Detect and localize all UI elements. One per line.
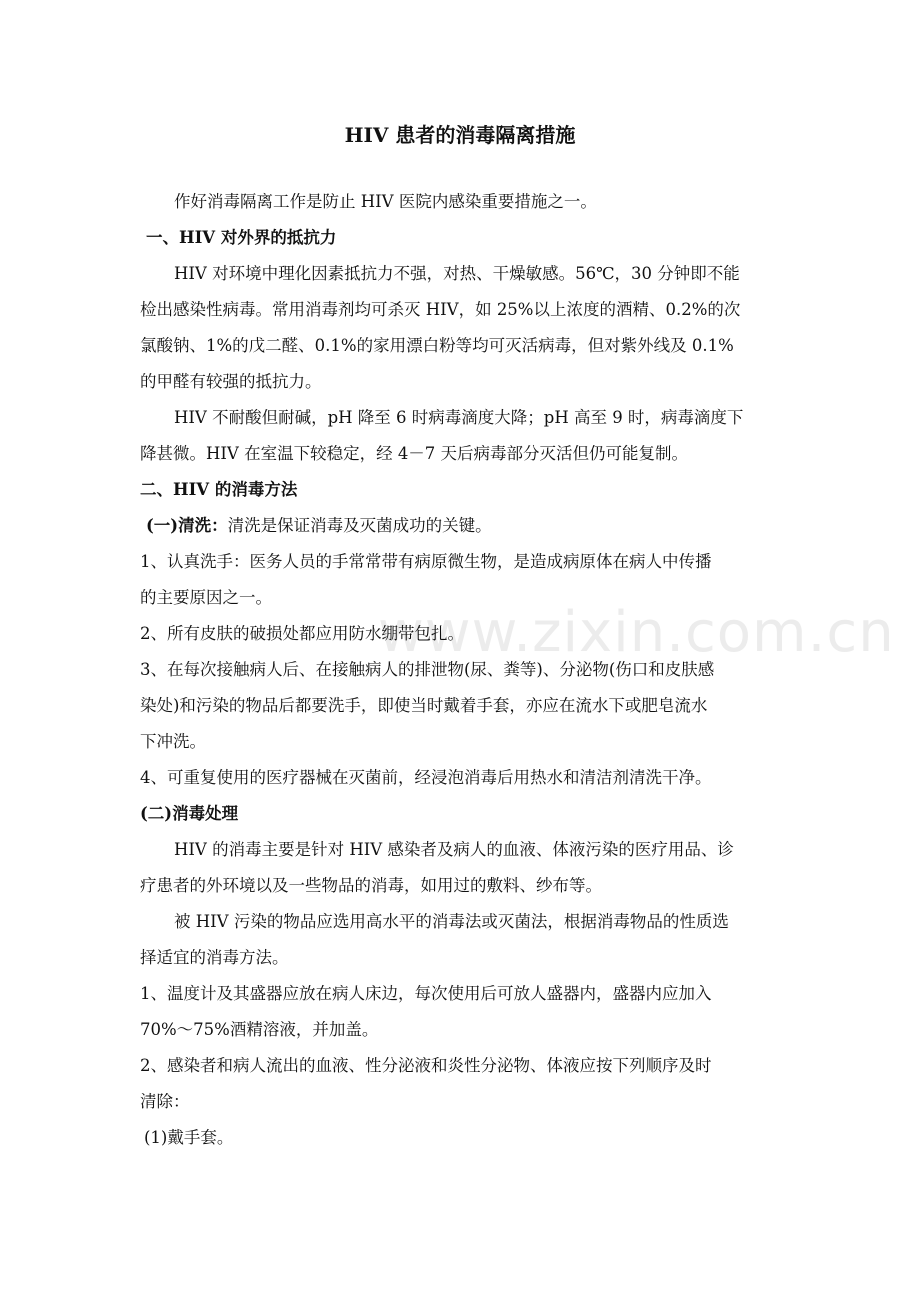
paragraph-line: 下冲洗。 — [140, 732, 206, 751]
document-body — [140, 184, 780, 1156]
subsection-heading: (二)消毒处理 — [140, 804, 239, 823]
list-item: (1)戴手套。 — [144, 1128, 234, 1147]
intro-paragraph: 作好消毒隔离工作是防止 HIV 医院内感染重要措施之一。 — [174, 192, 597, 211]
document-title: HIV 患者的消毒隔离措施 — [344, 123, 576, 147]
paragraph-line: 氯酸钠、1%的戊二醛、0.1%的家用漂白粉等均可灭活病毒，但对紫外线及 0.1% — [140, 336, 734, 355]
subsection-label: (一)清洗： — [146, 516, 228, 535]
paragraph-line: HIV 对环境中理化因素抵抗力不强，对热、干燥敏感。56℃，30 分钟即不能 — [174, 264, 740, 283]
list-item: 2、感染者和病人流出的血液、性分泌液和炎性分泌物、体液应按下列顺序及时 — [140, 1056, 712, 1075]
paragraph-line: 检出感染性病毒。常用消毒剂均可杀灭 HIV，如 25%以上浓度的酒精、0.2%的次 — [140, 300, 741, 319]
paragraph-line: 降甚微。HIV 在室温下较稳定，经 4－7 天后病毒部分灭活但仍可能复制。 — [140, 444, 689, 463]
list-item: 4、可重复使用的医疗器械在灭菌前，经浸泡消毒后用热水和清洁剂清洗干净。 — [140, 768, 712, 787]
paragraph-line: 染处)和污染的物品后都要洗手，即使当时戴着手套，亦应在流水下或肥皂流水 — [140, 696, 708, 715]
list-item: 1、认真洗手：医务人员的手常常带有病原微生物，是造成病原体在病人中传播 — [140, 552, 712, 571]
section-heading-1: 一、HIV 对外界的抵抗力 — [146, 228, 337, 247]
subsection-cleaning — [140, 508, 780, 544]
subsection-text: 清洗是保证消毒及灭菌成功的关键。 — [227, 516, 492, 535]
paragraph-line: HIV 的消毒主要是针对 HIV 感染者及病人的血液、体液污染的医疗用品、诊 — [174, 840, 734, 859]
list-item: 3、在每次接触病人后、在接触病人的排泄物(尿、粪等)、分泌物(伤口和皮肤感 — [140, 660, 715, 679]
section-heading-2: 二、HIV 的消毒方法 — [140, 480, 298, 499]
paragraph-line: 择适宜的消毒方法。 — [140, 948, 289, 967]
paragraph-line: HIV 不耐酸但耐碱，pH 降至 6 时病毒滴度大降；pH 高至 9 时，病毒滴度下 — [174, 408, 744, 427]
paragraph-line: 清除： — [140, 1092, 190, 1111]
paragraph-line: 的主要原因之一。 — [140, 588, 272, 607]
list-item: 1、温度计及其盛器应放在病人床边，每次使用后可放人盛器内，盛器内应加入 — [140, 984, 712, 1003]
list-item: 2、所有皮肤的破损处都应用防水绷带包扎。 — [140, 624, 464, 643]
watermark: www.zixin.com.cn — [378, 600, 895, 665]
paragraph-line: 被 HIV 污染的物品应选用高水平的消毒法或灭菌法，根据消毒物品的性质选 — [174, 912, 729, 931]
paragraph-line: 的甲醛有较强的抵抗力。 — [140, 372, 322, 391]
paragraph-line: 70%～75%酒精溶液，并加盖。 — [140, 1020, 379, 1039]
paragraph-line: 疗患者的外环境以及一些物品的消毒，如用过的敷料、纱布等。 — [140, 876, 602, 895]
